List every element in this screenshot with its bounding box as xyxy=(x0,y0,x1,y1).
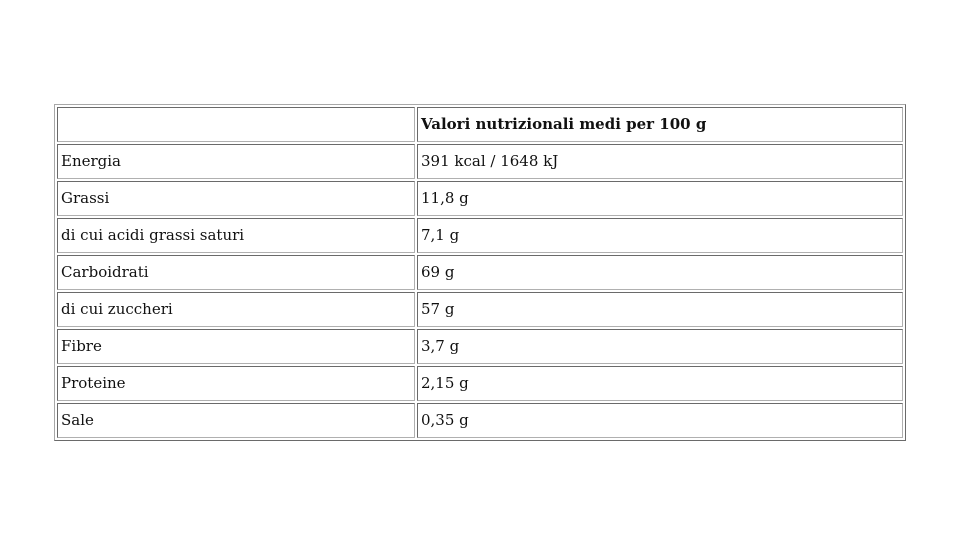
nutrient-label: Fibre xyxy=(57,329,415,364)
nutrient-value: 57 g xyxy=(417,292,903,327)
nutrient-value: 69 g xyxy=(417,255,903,290)
table-row xyxy=(57,218,903,253)
table-row xyxy=(57,366,903,401)
nutrient-value: 2,15 g xyxy=(417,366,903,401)
nutrient-value: 391 kcal / 1648 kJ xyxy=(417,144,903,179)
nutrient-label: Proteine xyxy=(57,366,415,401)
nutrient-label: di cui zuccheri xyxy=(57,292,415,327)
table-row xyxy=(57,255,903,290)
nutrient-value: 3,7 g xyxy=(417,329,903,364)
nutrient-label: di cui acidi grassi saturi xyxy=(57,218,415,253)
header-value-cell: Valori nutrizionali medi per 100 g xyxy=(417,107,903,142)
nutrient-label: Carboidrati xyxy=(57,255,415,290)
header-label-cell xyxy=(57,107,415,142)
table-header-row xyxy=(57,107,903,142)
nutrient-label: Grassi xyxy=(57,181,415,216)
table-row xyxy=(57,403,903,438)
nutrient-value: 11,8 g xyxy=(417,181,903,216)
table-row xyxy=(57,144,903,179)
nutrient-label: Energia xyxy=(57,144,415,179)
table-row xyxy=(57,292,903,327)
table-row xyxy=(57,181,903,216)
nutrition-table xyxy=(54,104,906,441)
nutrient-label: Sale xyxy=(57,403,415,438)
nutrient-value: 7,1 g xyxy=(417,218,903,253)
table-row xyxy=(57,329,903,364)
nutrient-value: 0,35 g xyxy=(417,403,903,438)
